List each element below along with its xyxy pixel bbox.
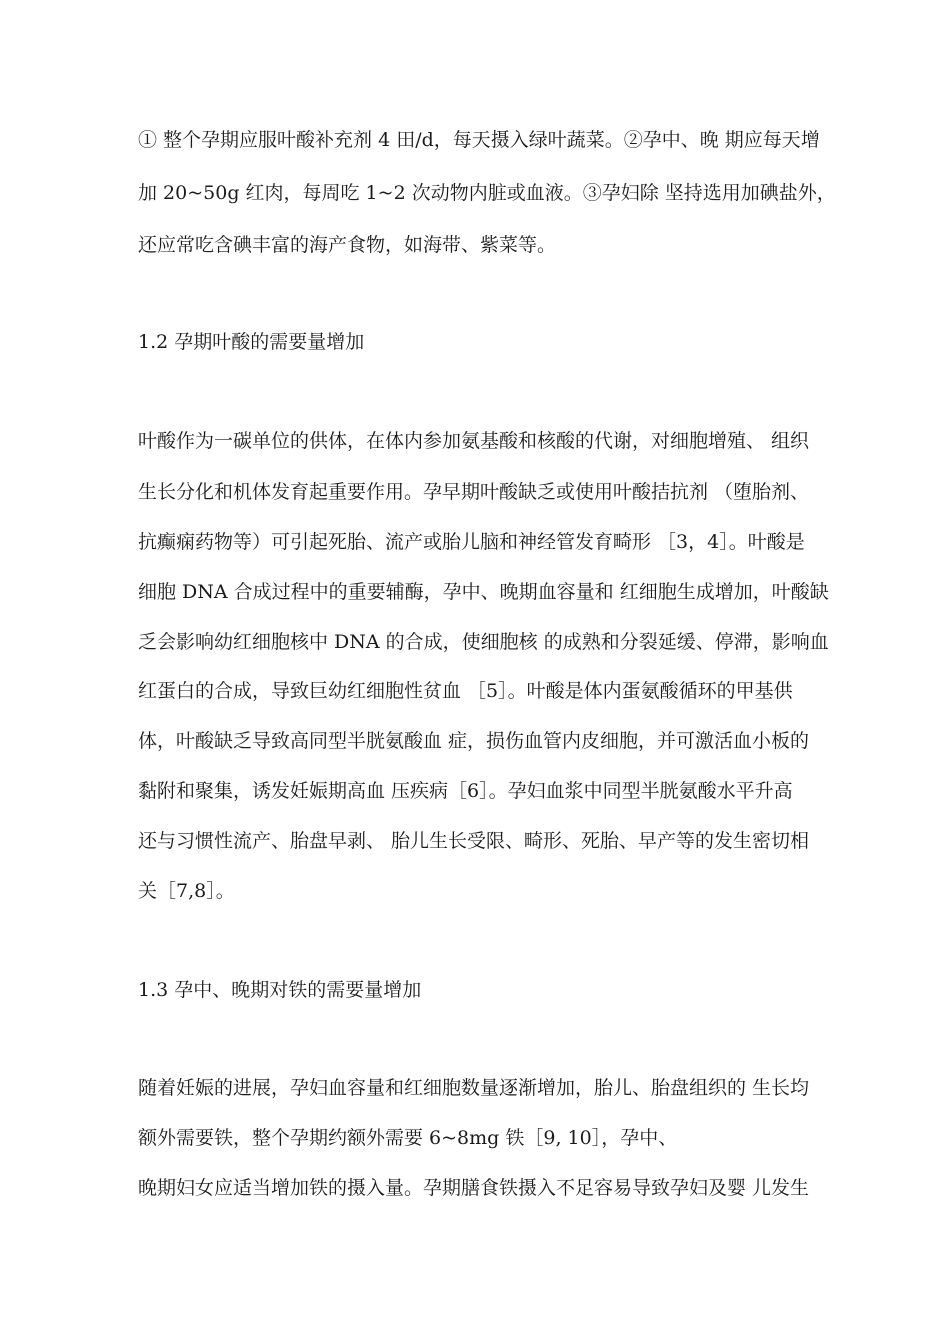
paragraph-1-3-line-2: 额外需要铁，整个孕期约额外需要 6~8mg 铁［9, 10］，孕中、 xyxy=(138,1127,678,1149)
paragraph-1-2-line-7: 体，叶酸缺乏导致高同型半胱氨酸血 症，损伤血管内皮细胞，并可激活血小板的 xyxy=(138,730,810,752)
paragraph-1-2-line-8: 黏附和聚集，诱发妊娠期高血 压疾病［6］。孕妇血浆中同型半胱氨酸水平升高 xyxy=(138,780,793,802)
paragraph-1-2-line-2: 生长分化和机体发育起重要作用。孕早期叶酸缺乏或使用叶酸拮抗剂 （堕胎剂、 xyxy=(138,481,810,503)
intro-line-1: ① 整个孕期应服叶酸补充剂 4 田/d，每天摄入绿叶蔬菜。②孕中、晚 期应每天增 xyxy=(138,129,820,151)
paragraph-1-2-line-5: 乏会影响幼红细胞核中 DNA 的合成，使细胞核 的成熟和分裂延缓、停滞，影响血 xyxy=(138,631,829,653)
section-heading-1-2: 1.2 孕期叶酸的需要量增加 xyxy=(138,331,365,353)
section-heading-1-3: 1.3 孕中、晚期对铁的需要量增加 xyxy=(138,979,422,1001)
paragraph-1-2-line-3: 抗癫痫药物等）可引起死胎、流产或胎儿脑和神经管发育畸形 ［3，4］。叶酸是 xyxy=(138,531,805,553)
paragraph-1-2-line-1: 叶酸作为一碳单位的供体，在体内参加氨基酸和核酸的代谢，对细胞增殖、 组织 xyxy=(138,430,810,452)
intro-line-3: 还应常吃含碘丰富的海产食物，如海带、紫菜等。 xyxy=(138,234,557,256)
paragraph-1-3-line-3: 晚期妇女应适当增加铁的摄入量。孕期膳食铁摄入不足容易导致孕妇及婴 儿发生 xyxy=(138,1177,810,1199)
paragraph-1-2-line-6: 红蛋白的合成，导致巨幼红细胞性贫血 ［5］。叶酸是体内蛋氨酸循环的甲基供 xyxy=(138,680,793,702)
paragraph-1-2-line-10: 关［7,8］。 xyxy=(138,880,235,902)
paragraph-1-2-line-4: 细胞 DNA 合成过程中的重要辅酶，孕中、晚期血容量和 红细胞生成增加，叶酸缺 xyxy=(138,581,829,603)
intro-line-2: 加 20~50g 红肉，每周吃 1~2 次动物内脏或血液。③孕妇除 坚持选用加碘盐外， xyxy=(138,182,836,204)
paragraph-1-2-line-9: 还与习惯性流产、胎盘早剥、 胎儿生长受限、畸形、死胎、早产等的发生密切相 xyxy=(138,830,810,852)
paragraph-1-3-line-1: 随着妊娠的进展，孕妇血容量和红细胞数量逐渐增加，胎儿、胎盘组织的 生长均 xyxy=(138,1077,810,1099)
